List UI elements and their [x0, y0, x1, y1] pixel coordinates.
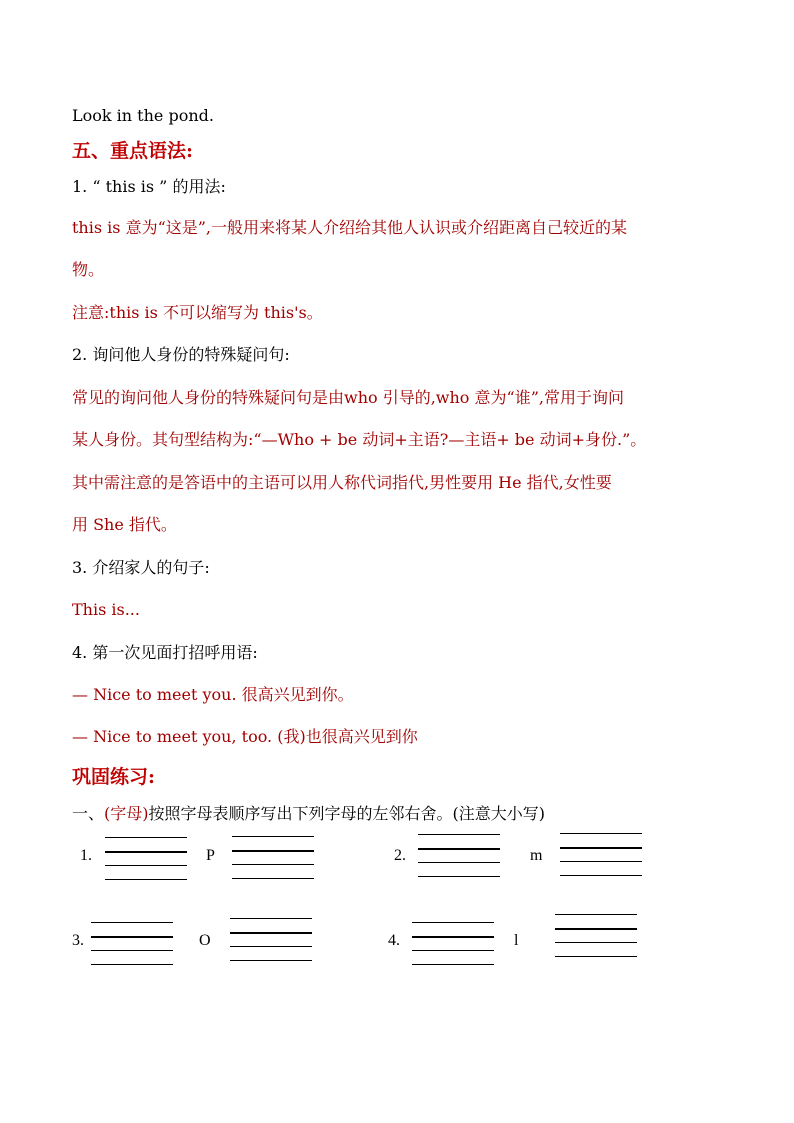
dialogue-line: — Nice to meet you, too. (我)也很高兴见到你: [72, 727, 418, 746]
exercise-item-letter: l: [514, 932, 519, 949]
exercise-item-number: 1.: [80, 847, 92, 864]
exercise-item-number: 2.: [394, 847, 406, 864]
exercise-tag: (字母): [104, 804, 149, 823]
text-line: 常见的询问他人身份的特殊疑问句是由who 引导的,who 意为“谁”,常用于询问: [72, 388, 624, 407]
text-line: This is...: [72, 600, 140, 619]
grammar-point-4-title: 4. 第一次见面打招呼用语:: [72, 643, 258, 662]
exercise-item-number: 3.: [72, 932, 84, 949]
practice-heading: 巩固练习:: [72, 766, 156, 788]
text-line: Look in the pond.: [72, 106, 214, 125]
writing-lines-left[interactable]: [91, 922, 173, 966]
writing-lines-right[interactable]: [230, 918, 312, 962]
exercise-number: 一、: [72, 804, 105, 823]
text-line: 某人身份。其句型结构为:“—Who + be 动词+主语?—主语+ be 动词+身份.”。: [72, 430, 647, 449]
writing-lines-left[interactable]: [105, 837, 187, 881]
exercise-text: 按照字母表顺序写出下列字母的左邻右舍。(注意大小写): [148, 804, 546, 823]
writing-lines-right[interactable]: [555, 914, 637, 958]
exercise-instruction: [72, 804, 545, 824]
writing-lines-left[interactable]: [418, 834, 500, 878]
note-line: 注意:this is 不可以缩写为 this's。: [72, 303, 323, 322]
grammar-point-2-title: 2. 询问他人身份的特殊疑问句:: [72, 345, 290, 364]
grammar-point-1-title: 1. “ this is ” 的用法:: [72, 177, 226, 196]
text-line: 用 She 指代。: [72, 515, 177, 534]
exercise-item-number: 4.: [388, 932, 400, 949]
grammar-point-3-title: 3. 介绍家人的句子:: [72, 558, 210, 577]
exercise-item-letter: O: [199, 932, 211, 949]
exercise-item-letter: P: [206, 847, 215, 864]
exercise-item-letter: m: [530, 847, 543, 864]
dialogue-line: — Nice to meet you. 很高兴见到你。: [72, 685, 354, 704]
writing-lines-left[interactable]: [412, 922, 494, 966]
text-line: this is 意为“这是”,一般用来将某人介绍给其他人认识或介绍距离自己较近的某: [72, 218, 628, 237]
writing-lines-right[interactable]: [560, 833, 642, 877]
text-line: 其中需注意的是答语中的主语可以用人称代词指代,男性要用 He 指代,女性要: [72, 473, 612, 492]
section-heading: 五、重点语法:: [72, 140, 194, 162]
text-line: 物。: [72, 260, 105, 279]
writing-lines-right[interactable]: [232, 836, 314, 880]
